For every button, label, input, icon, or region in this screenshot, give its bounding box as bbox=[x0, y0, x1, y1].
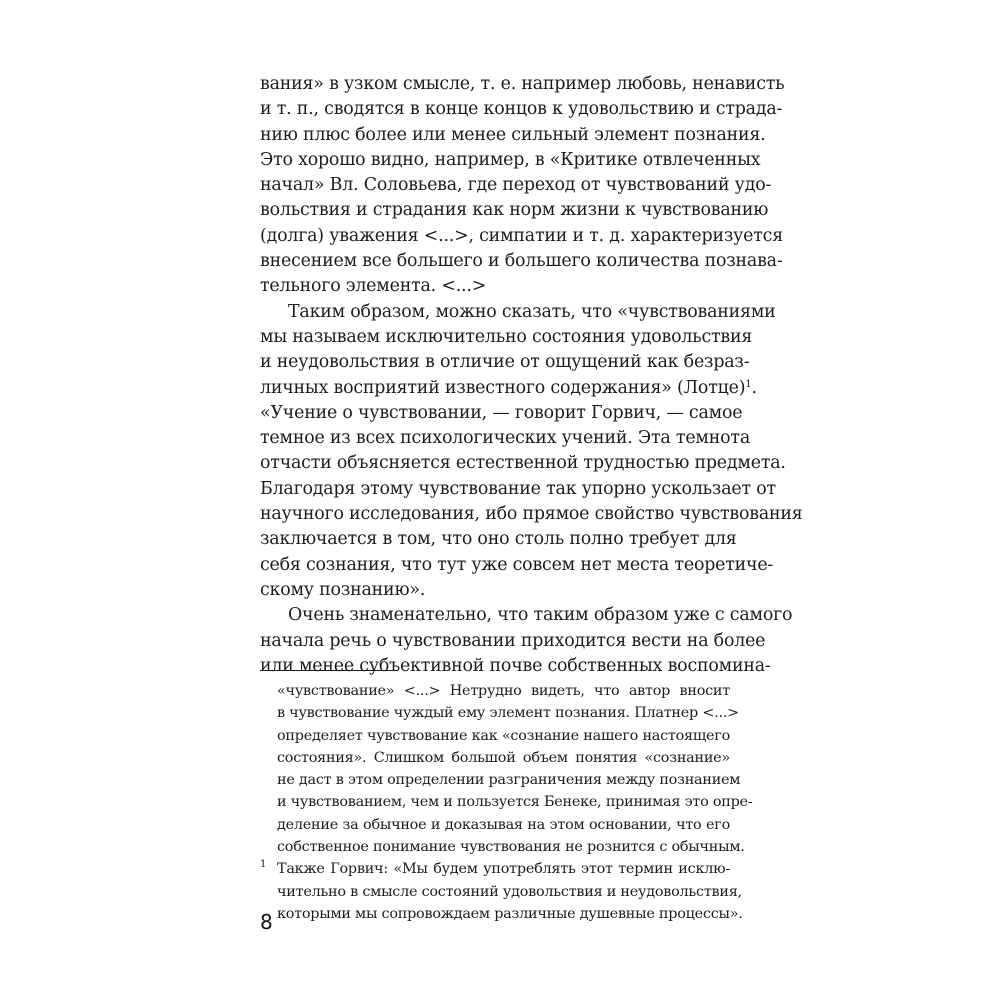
footnotes bbox=[260, 680, 753, 925]
footnote-line: чительно в смысле состояний удовольствия и неудовольствия, bbox=[277, 883, 742, 900]
main-text bbox=[260, 72, 803, 679]
text-line: Таким образом, можно сказать, что «чувствованиями bbox=[288, 301, 776, 322]
page-number: 8 bbox=[260, 910, 273, 934]
text-line: начал» Вл. Соловьева, где переход от чувствований удо- bbox=[260, 175, 772, 196]
footnote-line: не даст в этом определении разграничения между познанием bbox=[277, 772, 741, 789]
text-line: или менее субъективной почве собственных воспомина- bbox=[260, 655, 771, 676]
footnote-line: «чувствование» <...> Нетрудно видеть, что автор вносит bbox=[277, 683, 730, 699]
footnote-line: собственное понимание чувствования не рознится с обычным. bbox=[277, 839, 745, 856]
text-line: Очень знаменательно, что таким образом уже с самого bbox=[288, 605, 793, 626]
text-line-with-footnote-ref: личных восприятий известного содержания» (Лотце)$^1$. bbox=[260, 377, 757, 398]
text-line: и неудовольствия в отличие от ощущений как безраз- bbox=[260, 352, 750, 373]
footnote-number: 1 bbox=[260, 859, 267, 871]
footnote-line: в чувствование чуждый ему элемент познания. Платнер <...> bbox=[277, 705, 739, 722]
footnote-line: и чувствованием, чем и пользуется Бенеке, принимая это опре- bbox=[277, 794, 753, 811]
text-line: научного исследования, ибо прямое свойство чувствования bbox=[260, 504, 803, 525]
text-line: мы называем исключительно состояния удовольствия bbox=[260, 326, 753, 347]
text-line: Благодаря этому чувствование так упорно ускользает от bbox=[260, 478, 776, 499]
text-line: скому познанию». bbox=[260, 579, 426, 600]
footnote-separator bbox=[260, 670, 398, 671]
text-line: темное из всех психологических учений. Эта темнота bbox=[260, 428, 750, 449]
text-line: (долга) уважения <...>, симпатии и т. д. характеризуется bbox=[260, 225, 783, 246]
text-line: внесением все большего и большего количества познава- bbox=[260, 251, 783, 272]
footnote-line: которыми мы сопровождаем различные душевные процессы». bbox=[277, 905, 743, 922]
text-fragment: Также Горвич: «Мы будем употреблять этот термин исклю- bbox=[277, 861, 730, 878]
text-line: Это хорошо видно, например, в «Критике отвлеченных bbox=[260, 149, 761, 170]
text-line: и т. п., сводятся в конце концов к удовольствию и страда- bbox=[260, 99, 783, 120]
footnote-1-line bbox=[260, 858, 730, 880]
footnote-ref-1: 1 bbox=[745, 378, 752, 390]
text-line: тельного элемента. <...> bbox=[260, 276, 487, 297]
text-line: отчасти объясняется естественной трудностью предмета. bbox=[260, 453, 786, 474]
text-line: вольствия и страдания как норм жизни к чувствованию bbox=[260, 200, 769, 221]
footnote-line: состояния». Слишком большой объем понятия «сознание» bbox=[277, 749, 730, 766]
text-line: начала речь о чувствовании приходится вести на более bbox=[260, 630, 766, 651]
text-line: заключается в том, что оно столь полно требует для bbox=[260, 529, 737, 550]
footnote-line: деление за обычное и доказывая на этом основании, что его bbox=[277, 816, 730, 833]
text-line: вания» в узком смысле, т. е. например любовь, ненависть bbox=[260, 74, 785, 94]
text-line: «Учение о чувствовании, — говорит Горвич, — самое bbox=[260, 402, 743, 423]
footnote-line: определяет чувствование как «сознание нашего настоящего bbox=[277, 727, 730, 744]
text-line: себя сознания, что тут уже совсем нет места теоретиче- bbox=[260, 554, 774, 575]
text-fragment: личных восприятий известного содержания» (Лотце) bbox=[260, 377, 746, 398]
text-line: нию плюс более или менее сильный элемент познания. bbox=[260, 124, 766, 145]
